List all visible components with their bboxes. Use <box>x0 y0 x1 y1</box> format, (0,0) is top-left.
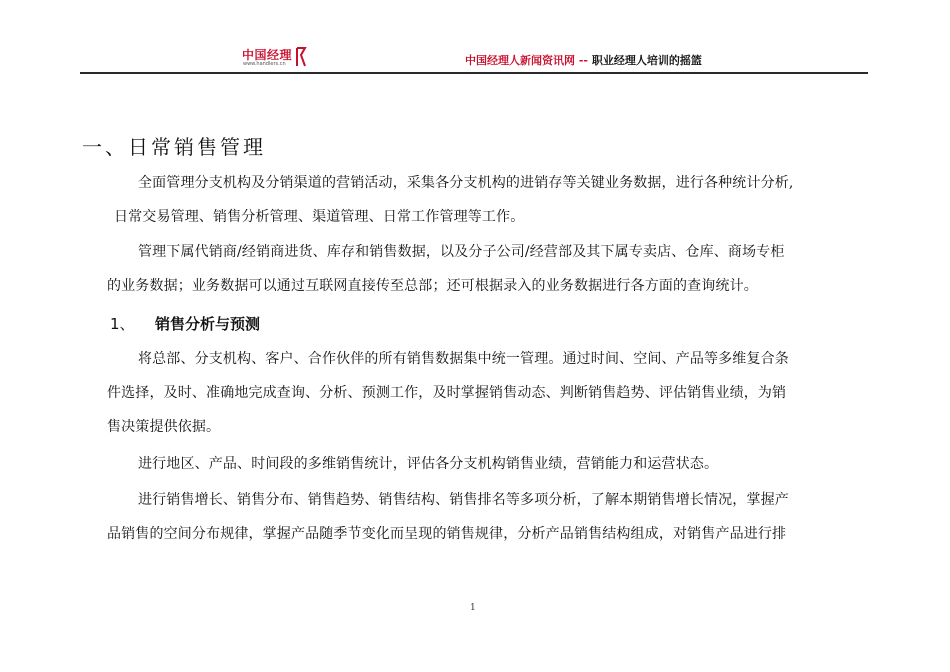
paragraph-line: 将总部、分支机构、客户、合作伙伴的所有销售数据集中统一管理。通过时间、空间、产品等多维复合条 <box>138 351 789 367</box>
paragraph-line: 管理下属代销商/经销商进货、库存和销售数据，以及分子公司/经营部及其下属专卖店、仓库、商场专柜 <box>138 244 785 260</box>
logo-mark-icon <box>294 46 308 68</box>
header-rule <box>80 72 868 74</box>
logo-url: www.handlers.cn <box>243 61 286 67</box>
section-title: 一、日常销售管理 <box>82 135 266 159</box>
page-number: 1 <box>470 603 476 613</box>
paragraph-line: 进行地区、产品、时间段的多维销售统计，评估各分支机构销售业绩，营销能力和运营状态。 <box>138 456 719 472</box>
paragraph-line: 的业务数据；业务数据可以通过互联网直接传至总部；还可根据录入的业务数据进行各方面的查询统计。 <box>107 278 758 294</box>
header-tagline <box>465 52 702 68</box>
paragraph-line: 日常交易管理、销售分析管理、渠道管理、日常工作管理等工作。 <box>114 209 525 225</box>
brand-name: 中国经理人新闻资讯网 <box>465 54 575 67</box>
paragraph-line: 售决策提供依据。 <box>107 419 221 435</box>
tagline-separator: -- <box>578 54 588 67</box>
page-header <box>0 0 950 78</box>
subsection-heading <box>110 313 261 334</box>
paragraph-line: 品销售的空间分布规律，掌握产品随季节变化而呈现的销售规律，分析产品销售结构组成，对销售产品进行排 <box>107 526 787 542</box>
subsection-title: 销售分析与预测 <box>155 315 261 333</box>
paragraph-line: 进行销售增长、销售分布、销售趋势、销售结构、销售排名等多项分析，了解本期销售增长情况，掌握产 <box>138 492 789 508</box>
logo-text: 中国经理 <box>242 48 293 62</box>
paragraph-line: 全面管理分支机构及分销渠道的营销活动，采集各分支机构的进销存等关键业务数据，进行各种统计分析, <box>138 175 794 191</box>
brand-motto: 职业经理人培训的摇篮 <box>591 54 702 67</box>
subsection-number: 1、 <box>110 315 135 333</box>
paragraph-line: 件选择，及时、准确地完成查询、分析、预测工作，及时掌握销售动态、判断销售趋势、评估销售业绩，为销 <box>107 385 787 401</box>
